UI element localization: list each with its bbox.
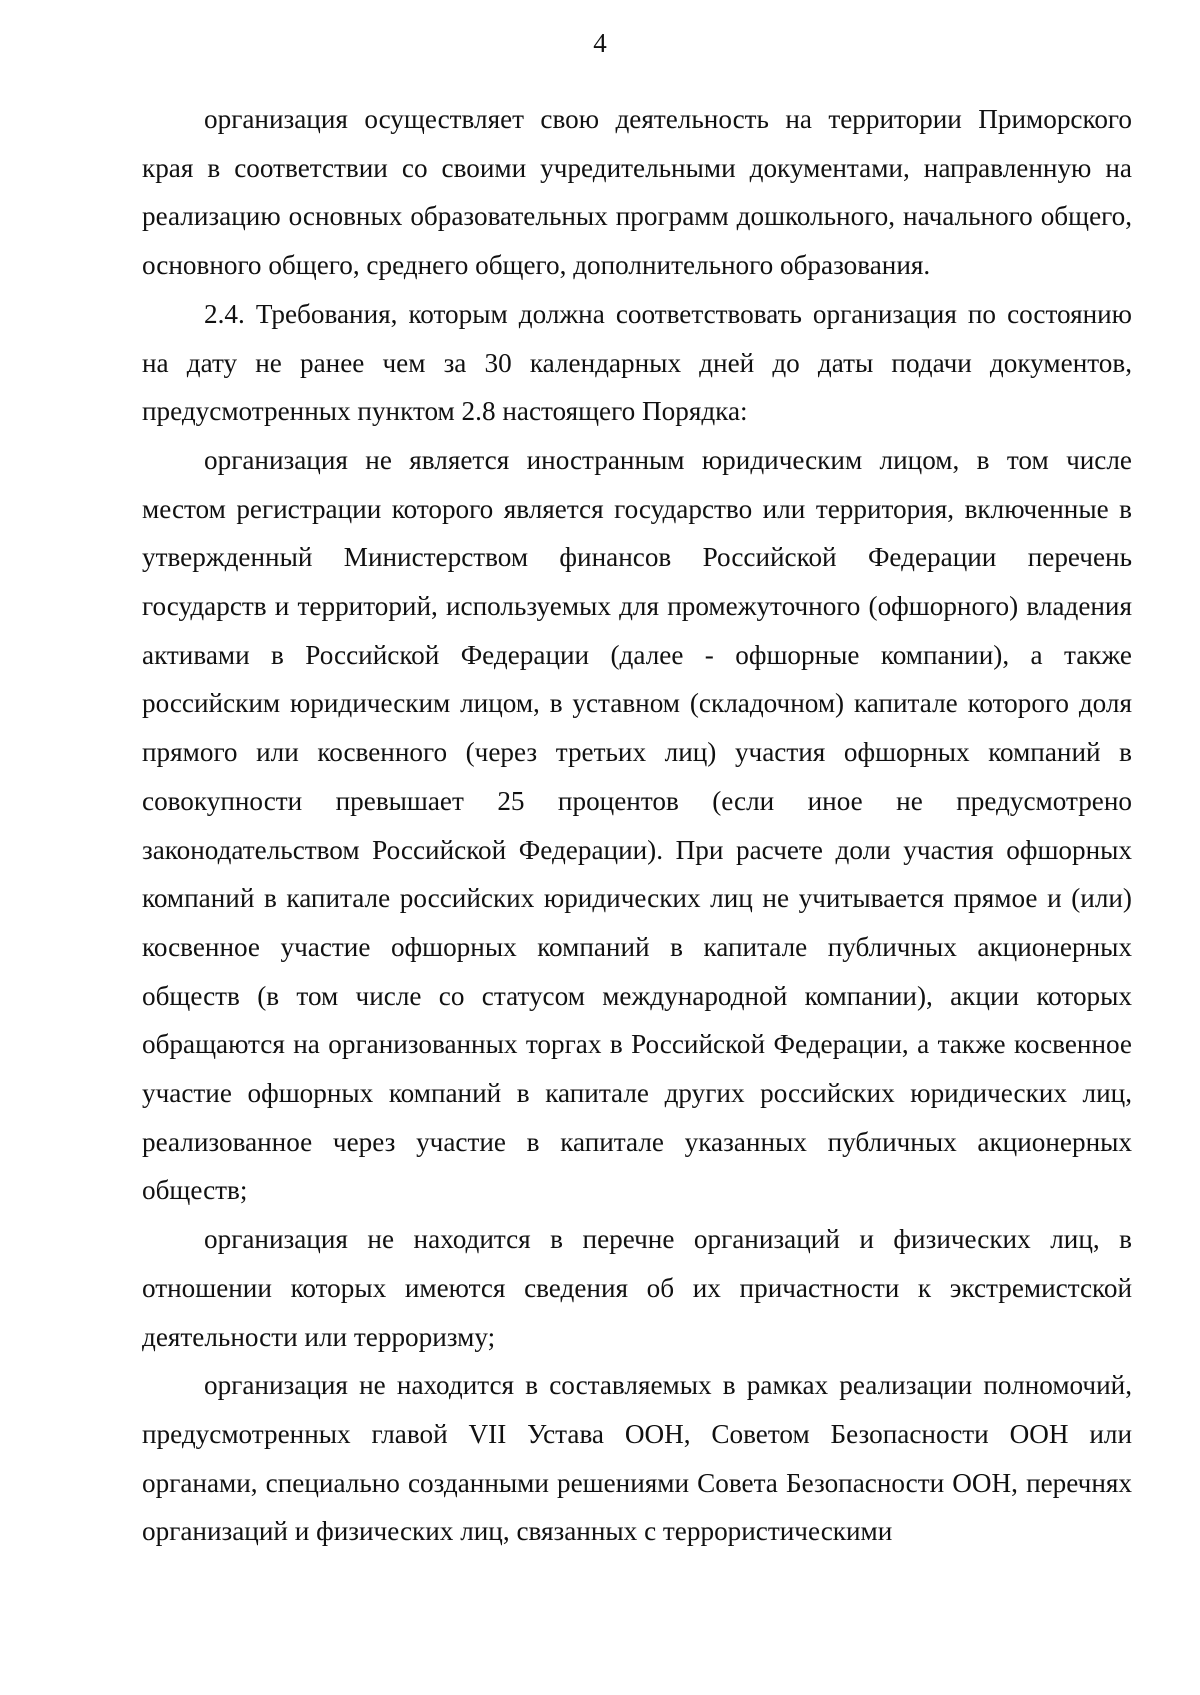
paragraph-un-security-council-requirement: организация не находится в составляемых в рамках реализации полномочий, предусмотренных главой VII Устава ООН, Советом Безопасности ООН или органами, специально созданными решениями Совета Безопасности ООН, перечнях организаций и физических лиц, связанных с террористическими (142, 1370, 1132, 1547)
paragraph-requirements-2-4: 2.4. Требования, которым должна соответствовать организация по состоянию на дату не ранее чем за 30 календарных дней до даты подачи документов, предусмотренных пунктом 2.8 настоящего Порядка: (142, 298, 1132, 427)
paragraph-offshore-requirement: организация не является иностранным юридическим лицом, в том числе местом регистрации которого является государство или территория, включенные в утвержденный Министерством финансов Российской Федерации перечень государств и территорий, используемых для промежуточного (офшорного) владения активами в Российской Федерации (далее - офшорные компании), а также российским юридическим лицом, в уставном (складочном) капитале которого доля прямого или косвенного (через третьих лиц) участия офшорных компаний в совокупности превышает 25 процентов (если иное не предусмотрено законодательством Российской Федерации). При расчете доли участия офшорных компаний в капитале российских юридических лиц не учитывается прямое и (или) косвенное участие офшорных компаний в капитале публичных акционерных обществ (в том числе со статусом международной компании), акции которых обращаются на организованных торгах в Российской Федерации, а также косвенное участие офшорных компаний в капитале других российских юридических лиц, реализованное через участие в капитале указанных публичных акционерных обществ; (142, 444, 1132, 1206)
paragraph-extremism-list-requirement: организация не находится в перечне организаций и физических лиц, в отношении которых имеются сведения об их причастности к экстремистской деятельности или терроризму; (142, 1224, 1132, 1352)
page-number: 4 (593, 28, 607, 58)
document-body (142, 95, 1132, 1556)
paragraph-organization-activity: организация осуществляет свою деятельность на территории Приморского края в соответствии со своими учредительными документами, направленную на реализацию основных образовательных программ дошкольного, начального общего, основного общего, среднего общего, дополнительного образования. (142, 104, 1132, 281)
